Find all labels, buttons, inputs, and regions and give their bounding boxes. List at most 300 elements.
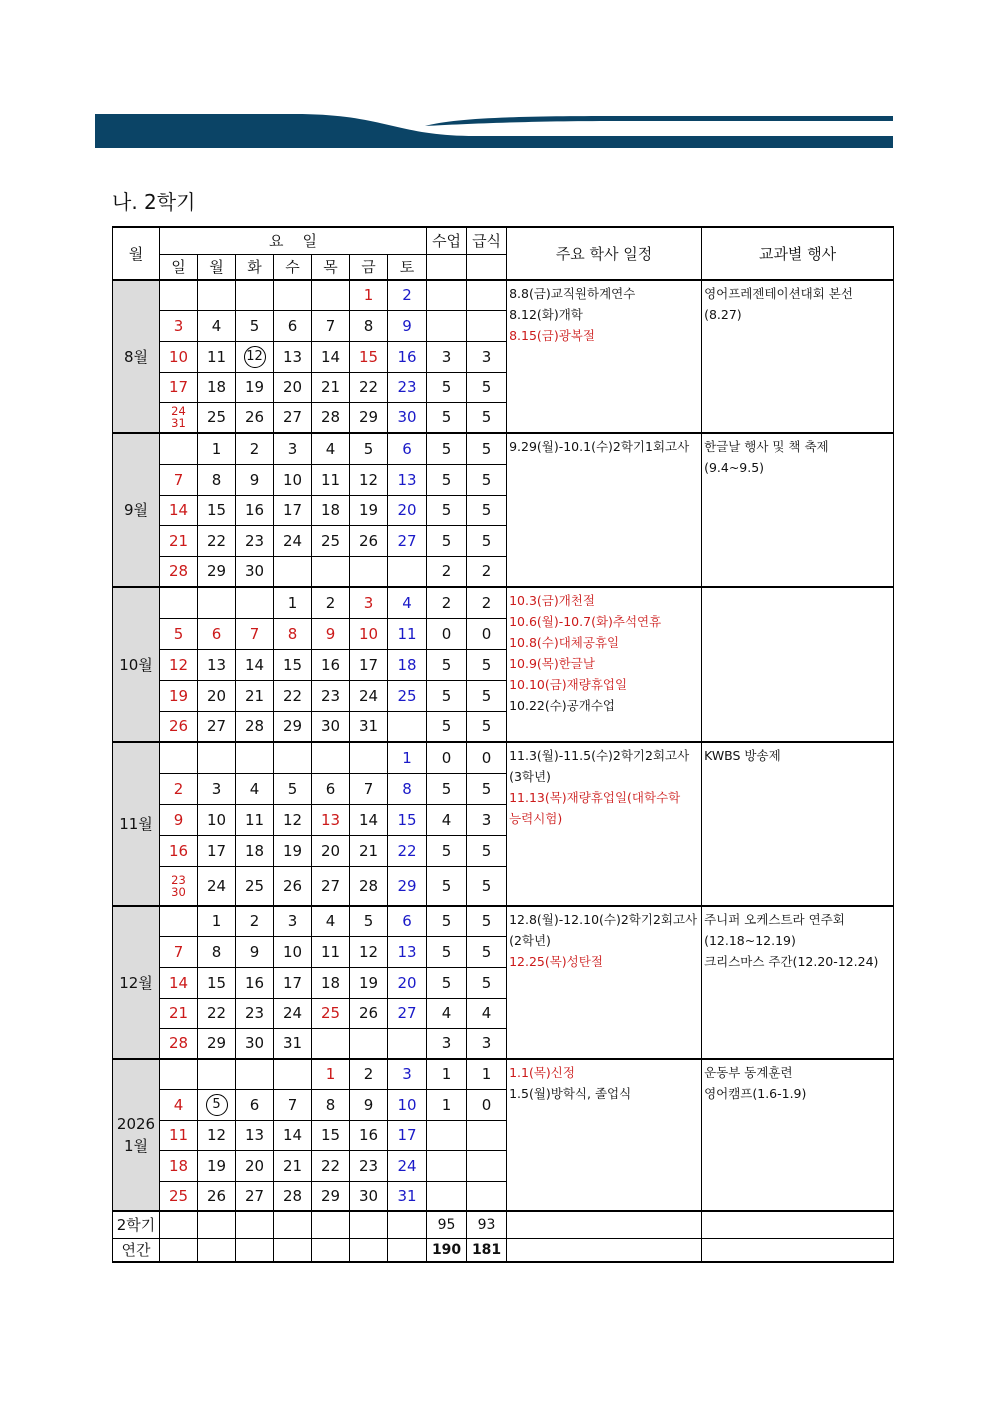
day-cell bbox=[274, 525, 312, 556]
date-number: 15 bbox=[320, 1126, 341, 1144]
class-days-count bbox=[427, 280, 467, 310]
date-number: 13 bbox=[244, 1126, 265, 1144]
day-cell bbox=[198, 680, 236, 711]
day-cell bbox=[236, 967, 274, 998]
header-weekday: 목 bbox=[312, 254, 350, 280]
day-cell bbox=[236, 372, 274, 402]
month-label: 12월 bbox=[113, 906, 160, 1059]
day-cell bbox=[198, 711, 236, 742]
date-number: 19 bbox=[206, 1156, 227, 1175]
day-cell bbox=[236, 866, 274, 906]
day-cell bbox=[388, 402, 427, 433]
month-label: 9월 bbox=[113, 433, 160, 587]
totals-blank bbox=[236, 1238, 274, 1262]
date-number: 19 bbox=[168, 686, 189, 705]
circled-date: 12 bbox=[244, 346, 266, 368]
day-cell bbox=[160, 556, 198, 587]
meal-days-count: 5 bbox=[467, 680, 507, 711]
date-number: 24 bbox=[358, 686, 379, 705]
day-cell bbox=[350, 711, 388, 742]
class-days-count: 5 bbox=[427, 372, 467, 402]
date-number: 14 bbox=[320, 347, 341, 366]
date-number: 18 bbox=[206, 378, 227, 396]
date-number: 22 bbox=[320, 1156, 341, 1175]
day-cell bbox=[312, 1181, 350, 1211]
date-number: 31 bbox=[282, 1034, 303, 1053]
date-number: 10 bbox=[358, 624, 379, 643]
date-number: 7 bbox=[173, 942, 184, 961]
day-cell bbox=[312, 525, 350, 556]
date-number: 1 bbox=[211, 912, 222, 931]
day-cell bbox=[312, 835, 350, 866]
date-number: 15 bbox=[282, 655, 303, 674]
schedule-item: 10.9(목)한글날 bbox=[509, 656, 595, 671]
day-cell bbox=[312, 310, 350, 341]
class-days-count: 1 bbox=[427, 1059, 467, 1089]
day-cell bbox=[160, 936, 198, 967]
day-cell bbox=[236, 525, 274, 556]
date-number: 11 bbox=[320, 942, 341, 961]
day-cell bbox=[198, 906, 236, 936]
meal-days-count: 5 bbox=[467, 433, 507, 464]
day-cell bbox=[350, 587, 388, 618]
header-banner bbox=[95, 110, 893, 148]
day-cell bbox=[350, 618, 388, 649]
date-number: 1 bbox=[211, 439, 222, 458]
date-number: 4 bbox=[173, 1095, 184, 1114]
date-number: 21 bbox=[244, 686, 265, 705]
day-cell bbox=[388, 742, 427, 773]
meal-days-count bbox=[467, 1120, 507, 1150]
date-number: 31 bbox=[358, 717, 379, 736]
day-cell bbox=[274, 618, 312, 649]
class-days-count: 5 bbox=[427, 967, 467, 998]
subject-events-cell bbox=[702, 587, 894, 742]
day-cell bbox=[160, 742, 198, 773]
date-number: 27 bbox=[397, 1004, 417, 1022]
day-cell bbox=[198, 556, 236, 587]
totals-blank bbox=[198, 1211, 236, 1238]
day-cell bbox=[236, 556, 274, 587]
date-number: 6 bbox=[287, 316, 298, 335]
meal-days-count: 0 bbox=[467, 742, 507, 773]
totals-blank bbox=[312, 1211, 350, 1238]
day-cell bbox=[388, 618, 427, 649]
day-cell bbox=[274, 1181, 312, 1211]
date-number: 26 bbox=[358, 1004, 379, 1022]
day-cell bbox=[160, 967, 198, 998]
main-schedule-cell bbox=[507, 280, 702, 433]
schedule-item: 11.3(월)-11.5(수)2학기2회고사 bbox=[509, 748, 690, 763]
day-cell bbox=[160, 835, 198, 866]
day-cell bbox=[350, 649, 388, 680]
day-cell bbox=[388, 310, 427, 341]
day-cell bbox=[274, 341, 312, 372]
day-cell bbox=[312, 372, 350, 402]
day-cell bbox=[198, 998, 236, 1028]
date-number: 18 bbox=[320, 973, 341, 992]
date-number: 20 bbox=[244, 1156, 265, 1175]
date-number: 3 bbox=[287, 912, 298, 931]
date-number: 9 bbox=[325, 624, 336, 643]
header-month: 월 bbox=[113, 227, 160, 280]
day-cell bbox=[236, 1028, 274, 1059]
day-cell bbox=[312, 433, 350, 464]
class-days-count: 5 bbox=[427, 866, 467, 906]
date-number: 16 bbox=[244, 973, 265, 992]
date-number: 22 bbox=[397, 841, 417, 860]
day-cell bbox=[198, 402, 236, 433]
totals-blank bbox=[388, 1238, 427, 1262]
date-number: 23 bbox=[320, 686, 341, 705]
day-cell bbox=[312, 998, 350, 1028]
subject-event-item: 크리스마스 주간(12.20-12.24) bbox=[704, 954, 879, 969]
day-cell bbox=[236, 680, 274, 711]
totals-blank bbox=[274, 1211, 312, 1238]
day-cell bbox=[198, 495, 236, 525]
main-schedule-cell bbox=[507, 1059, 702, 1211]
class-days-count bbox=[427, 1120, 467, 1150]
class-days-count: 3 bbox=[427, 1028, 467, 1059]
date-number: 14 bbox=[168, 973, 189, 992]
totals-schedule-blank bbox=[507, 1238, 702, 1262]
date-number: 6 bbox=[402, 912, 412, 931]
date-number: 7 bbox=[173, 470, 184, 489]
date-number: 30 bbox=[397, 408, 417, 427]
day-cell bbox=[388, 341, 427, 372]
header-weekday-group: 요 일 bbox=[160, 227, 427, 254]
day-cell bbox=[350, 936, 388, 967]
date-number: 5 bbox=[363, 912, 374, 931]
subject-events-cell bbox=[702, 280, 894, 433]
day-cell bbox=[160, 773, 198, 804]
day-cell bbox=[198, 866, 236, 906]
date-number: 19 bbox=[282, 841, 303, 860]
meal-days-count: 2 bbox=[467, 556, 507, 587]
day-cell bbox=[236, 906, 274, 936]
day-cell bbox=[312, 1089, 350, 1120]
day-cell bbox=[274, 280, 312, 310]
day-cell bbox=[198, 280, 236, 310]
day-cell bbox=[312, 866, 350, 906]
day-cell bbox=[160, 866, 198, 906]
date-number: 28 bbox=[244, 717, 265, 736]
totals-class-days: 95 bbox=[427, 1211, 467, 1238]
day-cell bbox=[312, 1059, 350, 1089]
date-number: 15 bbox=[206, 973, 227, 992]
day-cell bbox=[350, 402, 388, 433]
class-days-count: 4 bbox=[427, 804, 467, 835]
day-cell bbox=[312, 341, 350, 372]
meal-days-count: 5 bbox=[467, 525, 507, 556]
day-cell bbox=[236, 773, 274, 804]
day-cell bbox=[350, 1089, 388, 1120]
day-cell bbox=[312, 556, 350, 587]
meal-days-count: 4 bbox=[467, 998, 507, 1028]
header-weekday: 화 bbox=[236, 254, 274, 280]
class-days-count: 0 bbox=[427, 618, 467, 649]
date-number: 29 bbox=[206, 562, 227, 581]
meal-days-count: 5 bbox=[467, 495, 507, 525]
day-cell bbox=[236, 649, 274, 680]
meal-days-count: 5 bbox=[467, 711, 507, 742]
date-number: 28 bbox=[282, 1186, 303, 1205]
day-cell bbox=[160, 680, 198, 711]
section-title: 나. 2학기 bbox=[112, 190, 196, 214]
meal-days-count: 5 bbox=[467, 773, 507, 804]
day-cell bbox=[198, 525, 236, 556]
date-number: 30 bbox=[244, 1034, 265, 1053]
day-cell bbox=[274, 998, 312, 1028]
date-number: 16 bbox=[397, 347, 417, 366]
schedule-item: 1.5(월)방학식, 졸업식 bbox=[509, 1086, 632, 1101]
week-row bbox=[113, 742, 894, 773]
day-cell bbox=[160, 495, 198, 525]
date-number: 8 bbox=[287, 624, 298, 643]
totals-blank bbox=[274, 1238, 312, 1262]
class-days-count: 0 bbox=[427, 742, 467, 773]
meal-days-count: 5 bbox=[467, 649, 507, 680]
date-number: 23 bbox=[244, 1004, 265, 1022]
date-number: 18 bbox=[397, 655, 417, 674]
day-cell bbox=[274, 433, 312, 464]
date-number: 12 bbox=[168, 655, 189, 674]
day-cell bbox=[274, 1089, 312, 1120]
day-cell bbox=[312, 804, 350, 835]
day-cell bbox=[274, 967, 312, 998]
day-cell bbox=[198, 587, 236, 618]
week-row bbox=[113, 433, 894, 464]
day-cell bbox=[350, 835, 388, 866]
date-number: 10 bbox=[397, 1095, 417, 1114]
day-cell bbox=[388, 1089, 427, 1120]
day-cell bbox=[160, 711, 198, 742]
date-number: 9 bbox=[363, 1095, 374, 1114]
subject-event-item: 주니퍼 오케스트라 연주회 bbox=[704, 912, 845, 927]
totals-label: 연간 bbox=[113, 1238, 160, 1262]
date-number: 7 bbox=[249, 624, 260, 643]
date-number: 3 bbox=[287, 439, 298, 458]
header-weekday: 일 bbox=[160, 254, 198, 280]
day-cell bbox=[236, 1059, 274, 1089]
day-cell bbox=[274, 310, 312, 341]
day-cell bbox=[388, 525, 427, 556]
day-cell bbox=[312, 1150, 350, 1181]
date-number: 17 bbox=[168, 378, 189, 396]
date-number: 24 bbox=[282, 531, 303, 550]
day-cell bbox=[350, 906, 388, 936]
date-number: 19 bbox=[244, 378, 265, 396]
day-cell bbox=[236, 464, 274, 495]
header-class-blank bbox=[427, 254, 467, 280]
date-number: 9 bbox=[173, 810, 184, 829]
date-number: 27 bbox=[282, 408, 303, 427]
date-number: 4 bbox=[402, 593, 412, 612]
day-cell bbox=[388, 649, 427, 680]
date-number: 11 bbox=[168, 1126, 189, 1144]
day-cell bbox=[236, 711, 274, 742]
day-cell bbox=[350, 341, 388, 372]
date-number: 27 bbox=[320, 876, 341, 895]
date-number: 2 bbox=[402, 286, 412, 305]
class-days-count bbox=[427, 1150, 467, 1181]
date-number: 29 bbox=[206, 1034, 227, 1053]
schedule-item: (3학년) bbox=[509, 769, 551, 784]
class-days-count: 2 bbox=[427, 587, 467, 618]
class-days-count: 5 bbox=[427, 936, 467, 967]
date-number: 26 bbox=[168, 717, 189, 736]
date-number: 2 bbox=[173, 779, 184, 798]
day-cell bbox=[236, 936, 274, 967]
date-number: 21 bbox=[168, 531, 189, 550]
meal-days-count: 5 bbox=[467, 835, 507, 866]
date-number: 30 bbox=[320, 717, 341, 736]
schedule-item: 능력시험) bbox=[509, 811, 563, 826]
date-number: 14 bbox=[358, 810, 379, 829]
day-cell bbox=[198, 372, 236, 402]
meal-days-count: 3 bbox=[467, 1028, 507, 1059]
meal-days-count: 0 bbox=[467, 618, 507, 649]
date-number: 10 bbox=[168, 347, 189, 366]
date-number: 25 bbox=[206, 408, 227, 427]
day-cell bbox=[388, 1150, 427, 1181]
day-cell bbox=[198, 804, 236, 835]
month-label: 8월 bbox=[113, 280, 160, 433]
date-number: 29 bbox=[282, 717, 303, 736]
date-number: 27 bbox=[397, 531, 417, 550]
day-cell bbox=[388, 1059, 427, 1089]
day-cell bbox=[160, 804, 198, 835]
day-cell bbox=[160, 906, 198, 936]
week-row bbox=[113, 1059, 894, 1089]
meal-days-count: 2 bbox=[467, 587, 507, 618]
date-number: 23 bbox=[244, 531, 265, 550]
date-number: 28 bbox=[168, 1034, 189, 1053]
header-row bbox=[113, 227, 894, 254]
day-cell bbox=[160, 280, 198, 310]
day-cell bbox=[350, 1150, 388, 1181]
date-number: 10 bbox=[282, 942, 303, 961]
meal-days-count: 0 bbox=[467, 1089, 507, 1120]
date-number: 16 bbox=[358, 1126, 379, 1144]
day-cell bbox=[198, 967, 236, 998]
totals-row bbox=[113, 1238, 894, 1262]
date-number: 1 bbox=[325, 1065, 336, 1084]
date-number: 26 bbox=[206, 1186, 227, 1205]
day-cell bbox=[274, 1059, 312, 1089]
day-cell bbox=[160, 433, 198, 464]
meal-days-count: 1 bbox=[467, 1059, 507, 1089]
meal-days-count: 5 bbox=[467, 402, 507, 433]
date-number: 27 bbox=[206, 717, 227, 736]
day-cell bbox=[274, 372, 312, 402]
day-cell bbox=[350, 495, 388, 525]
date-number: 3 bbox=[211, 779, 222, 798]
day-cell bbox=[160, 372, 198, 402]
date-number: 18 bbox=[168, 1156, 189, 1175]
circled-date: 5 bbox=[206, 1094, 228, 1116]
day-cell bbox=[388, 711, 427, 742]
date-number: 1 bbox=[363, 286, 374, 305]
totals-blank bbox=[350, 1238, 388, 1262]
header-subject-events: 교과별 행사 bbox=[702, 227, 894, 280]
schedule-item: 11.13(목)재량휴업일(대학수학 bbox=[509, 790, 681, 805]
date-number: 20 bbox=[397, 501, 417, 519]
day-cell bbox=[198, 1181, 236, 1211]
day-cell bbox=[198, 433, 236, 464]
date-number: 1 bbox=[287, 593, 298, 612]
day-cell bbox=[350, 280, 388, 310]
date-number: 3 bbox=[173, 316, 184, 335]
day-cell bbox=[236, 618, 274, 649]
date-number: 16 bbox=[168, 841, 189, 860]
day-cell bbox=[388, 1181, 427, 1211]
day-cell bbox=[274, 402, 312, 433]
date-number: 13 bbox=[397, 470, 417, 489]
day-cell bbox=[312, 1120, 350, 1150]
class-days-count: 5 bbox=[427, 495, 467, 525]
date-number: 13 bbox=[206, 655, 227, 674]
date-number: 7 bbox=[287, 1095, 298, 1114]
day-cell bbox=[236, 433, 274, 464]
day-cell bbox=[350, 372, 388, 402]
date-number: 12 bbox=[206, 1126, 227, 1144]
totals-class-days: 190 bbox=[427, 1238, 467, 1262]
class-days-count bbox=[427, 310, 467, 341]
date-number: 11 bbox=[244, 810, 265, 829]
totals-blank bbox=[388, 1211, 427, 1238]
day-cell bbox=[350, 1181, 388, 1211]
day-cell bbox=[274, 866, 312, 906]
date-number: 4 bbox=[325, 912, 336, 931]
day-cell bbox=[274, 835, 312, 866]
class-days-count: 1 bbox=[427, 1089, 467, 1120]
totals-blank bbox=[160, 1238, 198, 1262]
day-cell bbox=[388, 280, 427, 310]
day-cell bbox=[274, 1150, 312, 1181]
day-cell bbox=[388, 936, 427, 967]
day-cell bbox=[388, 804, 427, 835]
date-number: 12 bbox=[358, 470, 379, 489]
day-cell bbox=[312, 649, 350, 680]
day-cell bbox=[388, 866, 427, 906]
day-cell bbox=[388, 967, 427, 998]
class-days-count: 4 bbox=[427, 998, 467, 1028]
schedule-item: 10.6(월)-10.7(화)추석연휴 bbox=[509, 614, 662, 629]
date-number: 2 bbox=[363, 1065, 374, 1084]
day-cell bbox=[388, 680, 427, 711]
date-number: 15 bbox=[397, 810, 417, 829]
day-cell bbox=[350, 525, 388, 556]
day-cell bbox=[274, 1028, 312, 1059]
subject-events-cell bbox=[702, 742, 894, 906]
day-cell bbox=[198, 341, 236, 372]
header-class-days: 수업 bbox=[427, 227, 467, 254]
day-cell bbox=[160, 1059, 198, 1089]
date-number: 5 bbox=[363, 439, 374, 458]
day-cell bbox=[388, 773, 427, 804]
date-number: 2 bbox=[249, 912, 260, 931]
day-cell bbox=[274, 1120, 312, 1150]
day-cell bbox=[236, 310, 274, 341]
day-cell bbox=[236, 998, 274, 1028]
day-cell bbox=[160, 464, 198, 495]
date-number: 17 bbox=[282, 501, 303, 519]
day-cell bbox=[350, 866, 388, 906]
date-number: 31 bbox=[397, 1186, 417, 1205]
day-cell bbox=[274, 587, 312, 618]
date-number: 25 bbox=[397, 686, 417, 705]
